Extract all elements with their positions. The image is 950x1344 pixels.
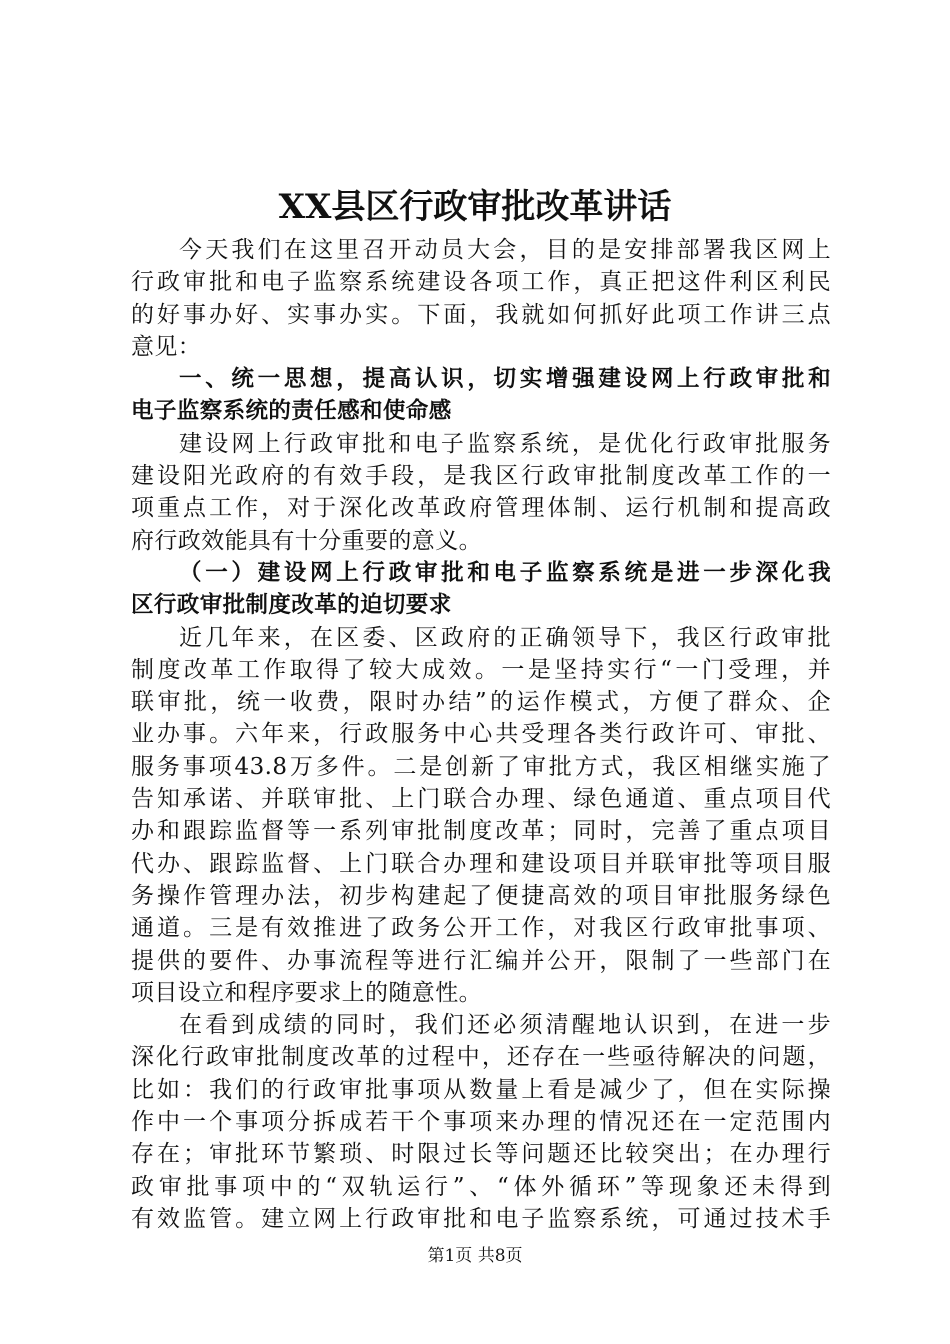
paragraph-line: 作中一个事项分拆成若干个事项来办理的情况还在一定范围内 — [131, 1109, 831, 1136]
paragraph-line: 联审批，统一收费，限时办结”的运作模式，方便了群众、企 — [131, 689, 831, 716]
paragraph-line: 项重点工作，对于深化改革政府管理体制、运行机制和提高政 — [131, 495, 831, 522]
paragraph-line: 深化行政审批制度改革的过程中，还存在一些亟待解决的问题， — [131, 1044, 831, 1071]
paragraph-line: 府行政效能具有十分重要的意义。 — [131, 527, 482, 554]
subsection-heading-line: 区行政审批制度改革的迫切要求 — [131, 592, 452, 619]
paragraph-line: 建设网上行政审批和电子监察系统，是优化行政审批服务 — [179, 430, 831, 457]
paragraph-line: 代办、跟踪监督、上门联合办理和建设项目并联审批等项目服 — [131, 850, 831, 877]
paragraph-line: 通道。三是有效推进了政务公开工作，对我区行政审批事项、 — [131, 915, 831, 942]
paragraph-line: 有效监管。建立网上行政审批和电子监察系统，可通过技术手 — [131, 1205, 831, 1232]
paragraph-line: 务操作管理办法，初步构建起了便捷高效的项目审批服务绿色 — [131, 882, 831, 909]
paragraph-line: 存在；审批环节繁琐、时限过长等问题还比较突出；在办理行 — [131, 1141, 831, 1168]
paragraph-line: 意见： — [131, 333, 202, 360]
paragraph-line: 行政审批和电子监察系统建设各项工作，真正把这件利区利民 — [131, 269, 831, 296]
paragraph-line: 建设阳光政府的有效手段，是我区行政审批制度改革工作的一 — [131, 463, 831, 490]
paragraph-line: 比如：我们的行政审批事项从数量上看是减少了，但在实际操 — [131, 1076, 831, 1103]
paragraph-line: 服务事项43.8万多件。二是创新了审批方式，我区相继实施了 — [131, 753, 831, 780]
paragraph-line: 的好事办好、实事办实。下面，我就如何抓好此项工作讲三点 — [131, 301, 831, 328]
section-heading-line: 一、统一思想，提高认识，切实增强建设网上行政审批和 — [179, 366, 831, 393]
paragraph-line: 告知承诺、并联审批、上门联合办理、绿色通道、重点项目代 — [131, 786, 831, 813]
paragraph-line: 项目设立和程序要求上的随意性。 — [131, 979, 482, 1006]
paragraph-line: 政审批事项中的“双轨运行”、“体外循环”等现象还未得到 — [131, 1173, 831, 1200]
document-body — [131, 234, 831, 1235]
section-heading-line: 电子监察系统的责任感和使命感 — [131, 398, 452, 425]
paragraph-line: 在看到成绩的同时，我们还必须清醒地认识到，在进一步 — [179, 1012, 831, 1039]
paragraph-line: 办和跟踪监督等一系列审批制度改革；同时，完善了重点项目 — [131, 818, 831, 845]
paragraph-line: 近几年来，在区委、区政府的正确领导下，我区行政审批 — [179, 624, 831, 651]
paragraph-line: 业办事。六年来，行政服务中心共受理各类行政许可、审批、 — [131, 721, 831, 748]
paragraph-line: 提供的要件、办事流程等进行汇编并公开，限制了一些部门在 — [131, 947, 831, 974]
subsection-heading-line: （一）建设网上行政审批和电子监察系统是进一步深化我 — [179, 559, 831, 586]
paragraph-line: 制度改革工作取得了较大成效。一是坚持实行“一门受理，并 — [131, 656, 831, 683]
paragraph-line: 今天我们在这里召开动员大会，目的是安排部署我区网上 — [179, 237, 831, 263]
document-title: XX县区行政审批改革讲话 — [278, 187, 672, 227]
page-number-footer: 第1页 共8页 — [427, 1246, 523, 1266]
